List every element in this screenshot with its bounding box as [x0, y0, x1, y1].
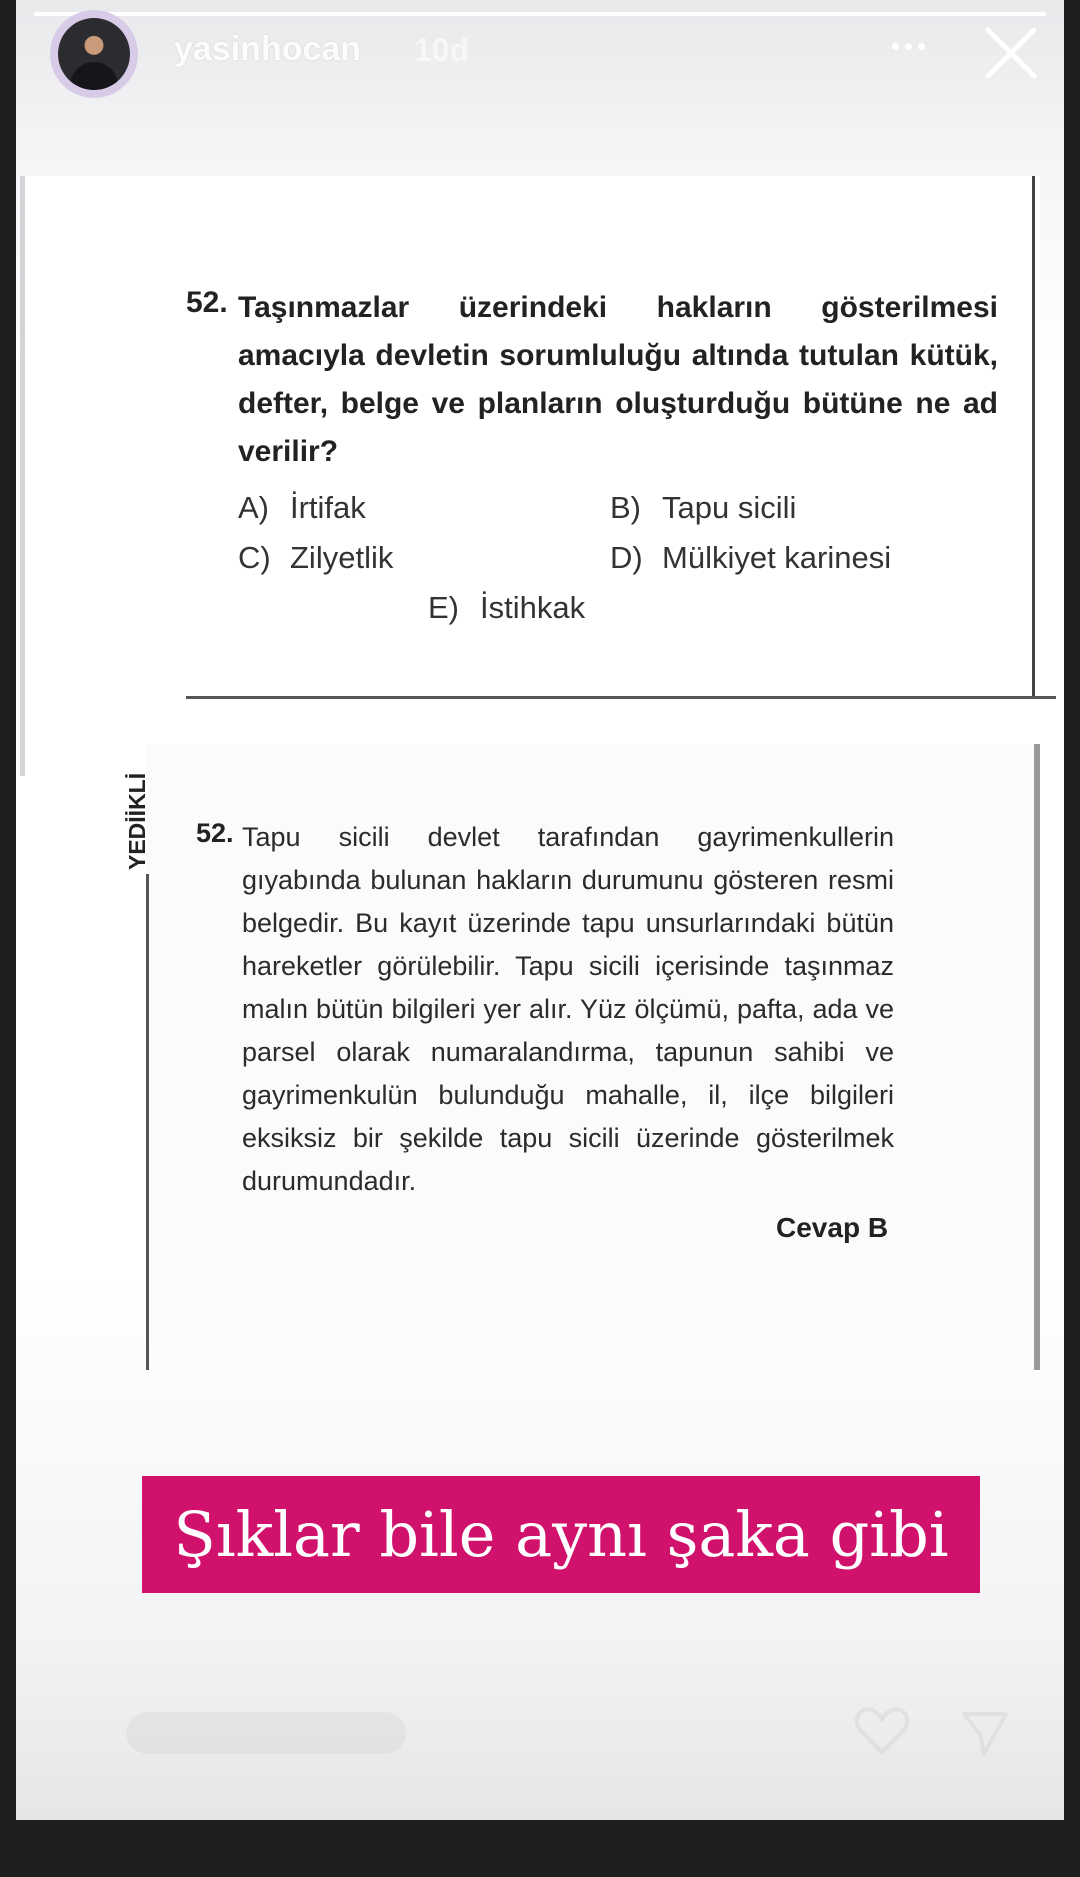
- system-navigation-bar: [0, 1820, 1080, 1877]
- option-text: İstihkak: [480, 590, 586, 625]
- option-c: [238, 540, 393, 576]
- page-border: [1032, 176, 1035, 698]
- page-edge: [1034, 744, 1040, 1370]
- more-horizontal-icon-dot: [905, 43, 912, 50]
- avatar-photo: [58, 18, 130, 90]
- username[interactable]: yasinhocan: [174, 30, 362, 68]
- option-letter: E): [428, 590, 459, 625]
- publisher-side-label: YEDİİKLİ: [124, 772, 150, 870]
- heart-icon[interactable]: [854, 1704, 910, 1756]
- caption-banner: [142, 1476, 980, 1593]
- close-icon[interactable]: [976, 18, 1046, 88]
- caption-text: Şıklar bile aynı şaka gibi: [173, 1498, 949, 1571]
- option-letter: C): [238, 540, 271, 575]
- answer-number: 52.: [196, 818, 234, 848]
- send-icon[interactable]: [960, 1708, 1010, 1758]
- page-border: [146, 874, 149, 1370]
- avatar[interactable]: [50, 10, 138, 98]
- option-d: [610, 540, 891, 576]
- story-frame[interactable]: [16, 0, 1064, 1820]
- reply-input-ghost[interactable]: [126, 1712, 406, 1754]
- option-text: İrtifak: [290, 490, 366, 525]
- page-divider: [186, 696, 1056, 699]
- more-options-button[interactable]: [878, 26, 938, 66]
- option-b: [610, 490, 796, 526]
- page-edge: [20, 176, 25, 776]
- more-horizontal-icon: [892, 43, 899, 50]
- option-text: Zilyetlik: [290, 540, 394, 575]
- story-header: [16, 0, 1064, 110]
- post-time: 10d: [414, 32, 470, 68]
- option-letter: B): [610, 490, 641, 525]
- question-text: Taşınmazlar üzerindeki hakların gösterilmesi amacıyla devletin sorumluluğu altında tutulan kütük, defter, belge ve planların oluşturduğu bütüne ne ad verilir?: [238, 291, 998, 468]
- option-letter: D): [610, 540, 643, 575]
- answer-result: Cevap B: [776, 1212, 889, 1243]
- question-number: 52.: [186, 286, 228, 319]
- option-letter: A): [238, 490, 269, 525]
- answer-explanation: Tapu sicili devlet tarafından gayrimenkullerin gıyabında bulunan hakların durumunu gösteren resmi belgedir. Bu kayıt üzerinde tapu unsurlarındaki bütün hareketler görülebilir. Tapu sicili içerisinde taşınmaz malın bütün bilgileri yer alır. Yüz ölçümü, pafta, ada ve parsel olarak numaralandırma, tapunun sahibi ve gayrimenkulün bulunduğu mahalle, il, ilçe bilgileri eksiksiz bir şekilde tapu sicili üzerinde gösterilmek durumundadır.: [242, 822, 894, 1196]
- more-horizontal-icon-dot: [918, 43, 925, 50]
- question-card: [20, 176, 1040, 706]
- option-a: [238, 490, 366, 526]
- option-text: Mülkiyet karinesi: [662, 540, 892, 575]
- option-e: [428, 590, 585, 626]
- option-text: Tapu sicili: [662, 490, 797, 525]
